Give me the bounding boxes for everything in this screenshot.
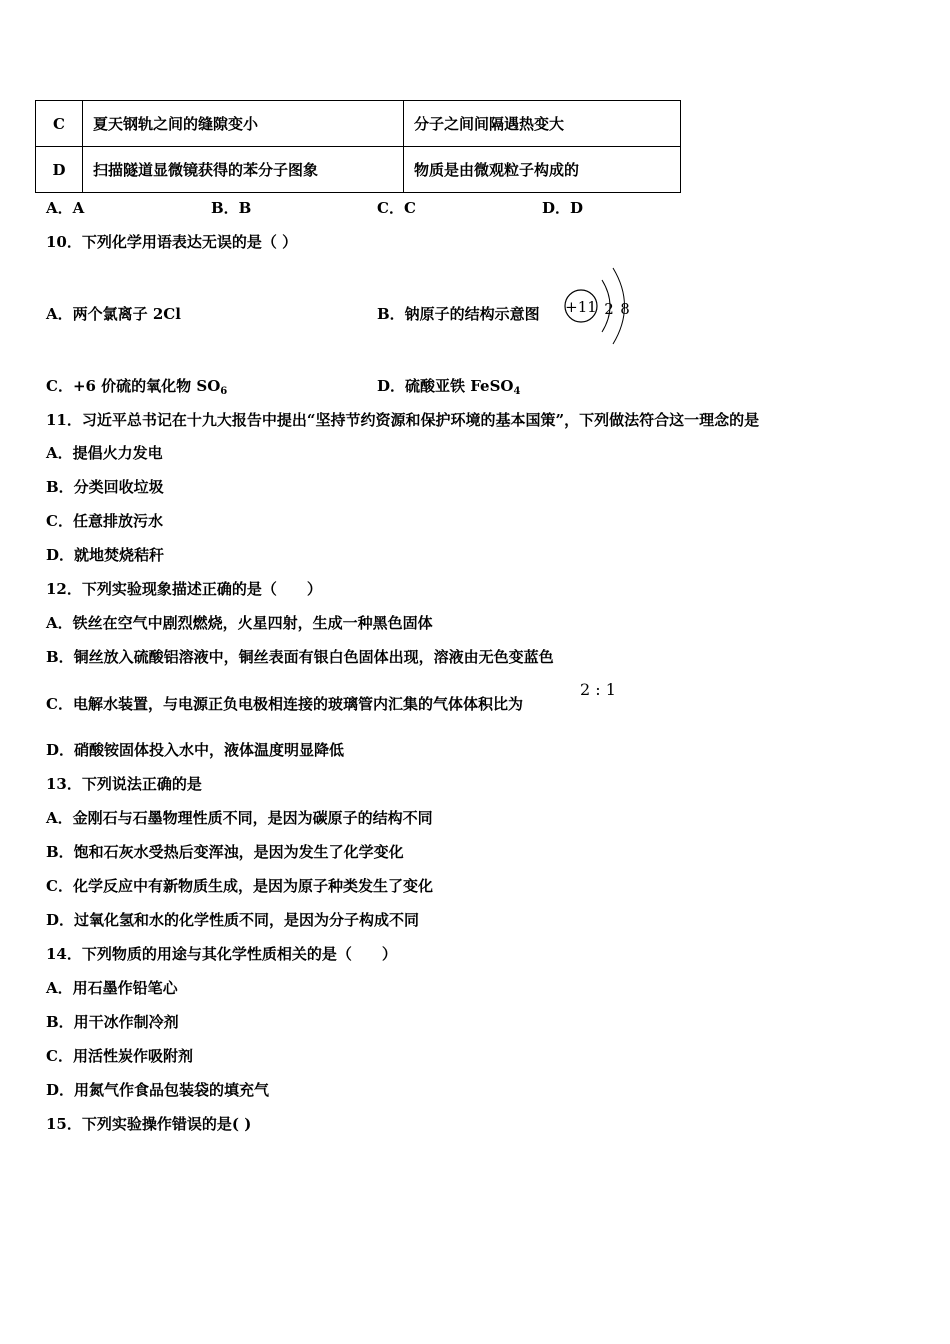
q11-option-a: A．提倡火力发电 [46, 444, 163, 462]
shell-1-electrons: 2 [604, 300, 614, 318]
q14-option-a: A．用石墨作铅笔心 [46, 979, 178, 997]
sodium-atom-diagram [558, 262, 638, 352]
q14-option-b: B．用干冰作制冷剂 [46, 1013, 179, 1031]
table-row [36, 147, 681, 193]
q12-volume-ratio: 2 : 1 [580, 680, 616, 699]
q14-option-c: C．用活性炭作吸附剂 [46, 1047, 193, 1065]
q10-option-a: A．两个氯离子 2Cl [46, 305, 181, 323]
q13-option-b: B．饱和石灰水受热后变浑浊，是因为发生了化学变化 [46, 843, 404, 861]
row-key: C [36, 101, 83, 147]
q10-option-c-text: C．+6 价硫的氧化物 SO [46, 377, 221, 395]
q13-option-c: C．化学反应中有新物质生成，是因为原子种类发生了变化 [46, 877, 433, 895]
q12-option-b: B．铜丝放入硫酸铝溶液中，铜丝表面有银白色固体出现，溶液由无色变蓝色 [46, 648, 554, 666]
q14-option-d: D．用氮气作食品包装袋的填充气 [46, 1081, 270, 1099]
options-table [35, 100, 681, 193]
row-key: D [36, 147, 83, 193]
q11-option-d: D．就地焚烧秸秆 [46, 546, 165, 564]
shell-2-electrons: 8 [620, 300, 630, 318]
nucleus-charge: +11 [565, 298, 597, 316]
q10-option-d-subscript: 4 [513, 386, 521, 397]
q10-option-b: B．钠原子的结构示意图 [377, 305, 540, 323]
q10-option-d-text: D．硫酸亚铁 FeSO [377, 377, 514, 395]
q14-stem: 14．下列物质的用途与其化学性质相关的是（ ） [46, 945, 397, 963]
q10-stem: 10．下列化学用语表达无误的是（ ） [46, 233, 298, 251]
row-explanation: 分子之间间隔遇热变大 [404, 101, 681, 147]
q9-choice-b: B．B [211, 199, 252, 217]
q13-option-a: A．金刚石与石墨物理性质不同，是因为碳原子的结构不同 [46, 809, 433, 827]
row-phenomenon: 夏天钢轨之间的缝隙变小 [83, 101, 404, 147]
q12-stem: 12．下列实验现象描述正确的是（ ） [46, 580, 322, 598]
q10-option-d [377, 376, 520, 402]
q13-stem: 13．下列说法正确的是 [46, 775, 202, 793]
q11-option-b: B．分类回收垃圾 [46, 478, 164, 496]
row-explanation: 物质是由微观粒子构成的 [404, 147, 681, 193]
q12-option-a: A．铁丝在空气中剧烈燃烧，火星四射，生成一种黑色固体 [46, 614, 433, 632]
q10-option-c [46, 376, 227, 402]
q13-option-d: D．过氧化氢和水的化学性质不同，是因为分子构成不同 [46, 911, 420, 929]
q9-choice-a: A．A [46, 199, 85, 217]
q12-option-c: C．电解水装置，与电源正负电极相连接的玻璃管内汇集的气体体积比为 [46, 695, 523, 713]
q10-option-c-subscript: 6 [220, 386, 228, 397]
q12-option-d: D．硝酸铵固体投入水中，液体温度明显降低 [46, 741, 345, 759]
row-phenomenon: 扫描隧道显微镜获得的苯分子图象 [83, 147, 404, 193]
q15-stem: 15．下列实验操作错误的是( ) [46, 1115, 252, 1133]
q9-choice-c: C．C [377, 199, 416, 217]
q11-option-c: C．任意排放污水 [46, 512, 163, 530]
q9-choice-d: D．D [542, 199, 584, 217]
q11-stem: 11．习近平总书记在十九大报告中提出“坚持节约资源和保护环境的基本国策”，下列做法符合这一理念的是 [46, 411, 760, 429]
table-row [36, 101, 681, 147]
